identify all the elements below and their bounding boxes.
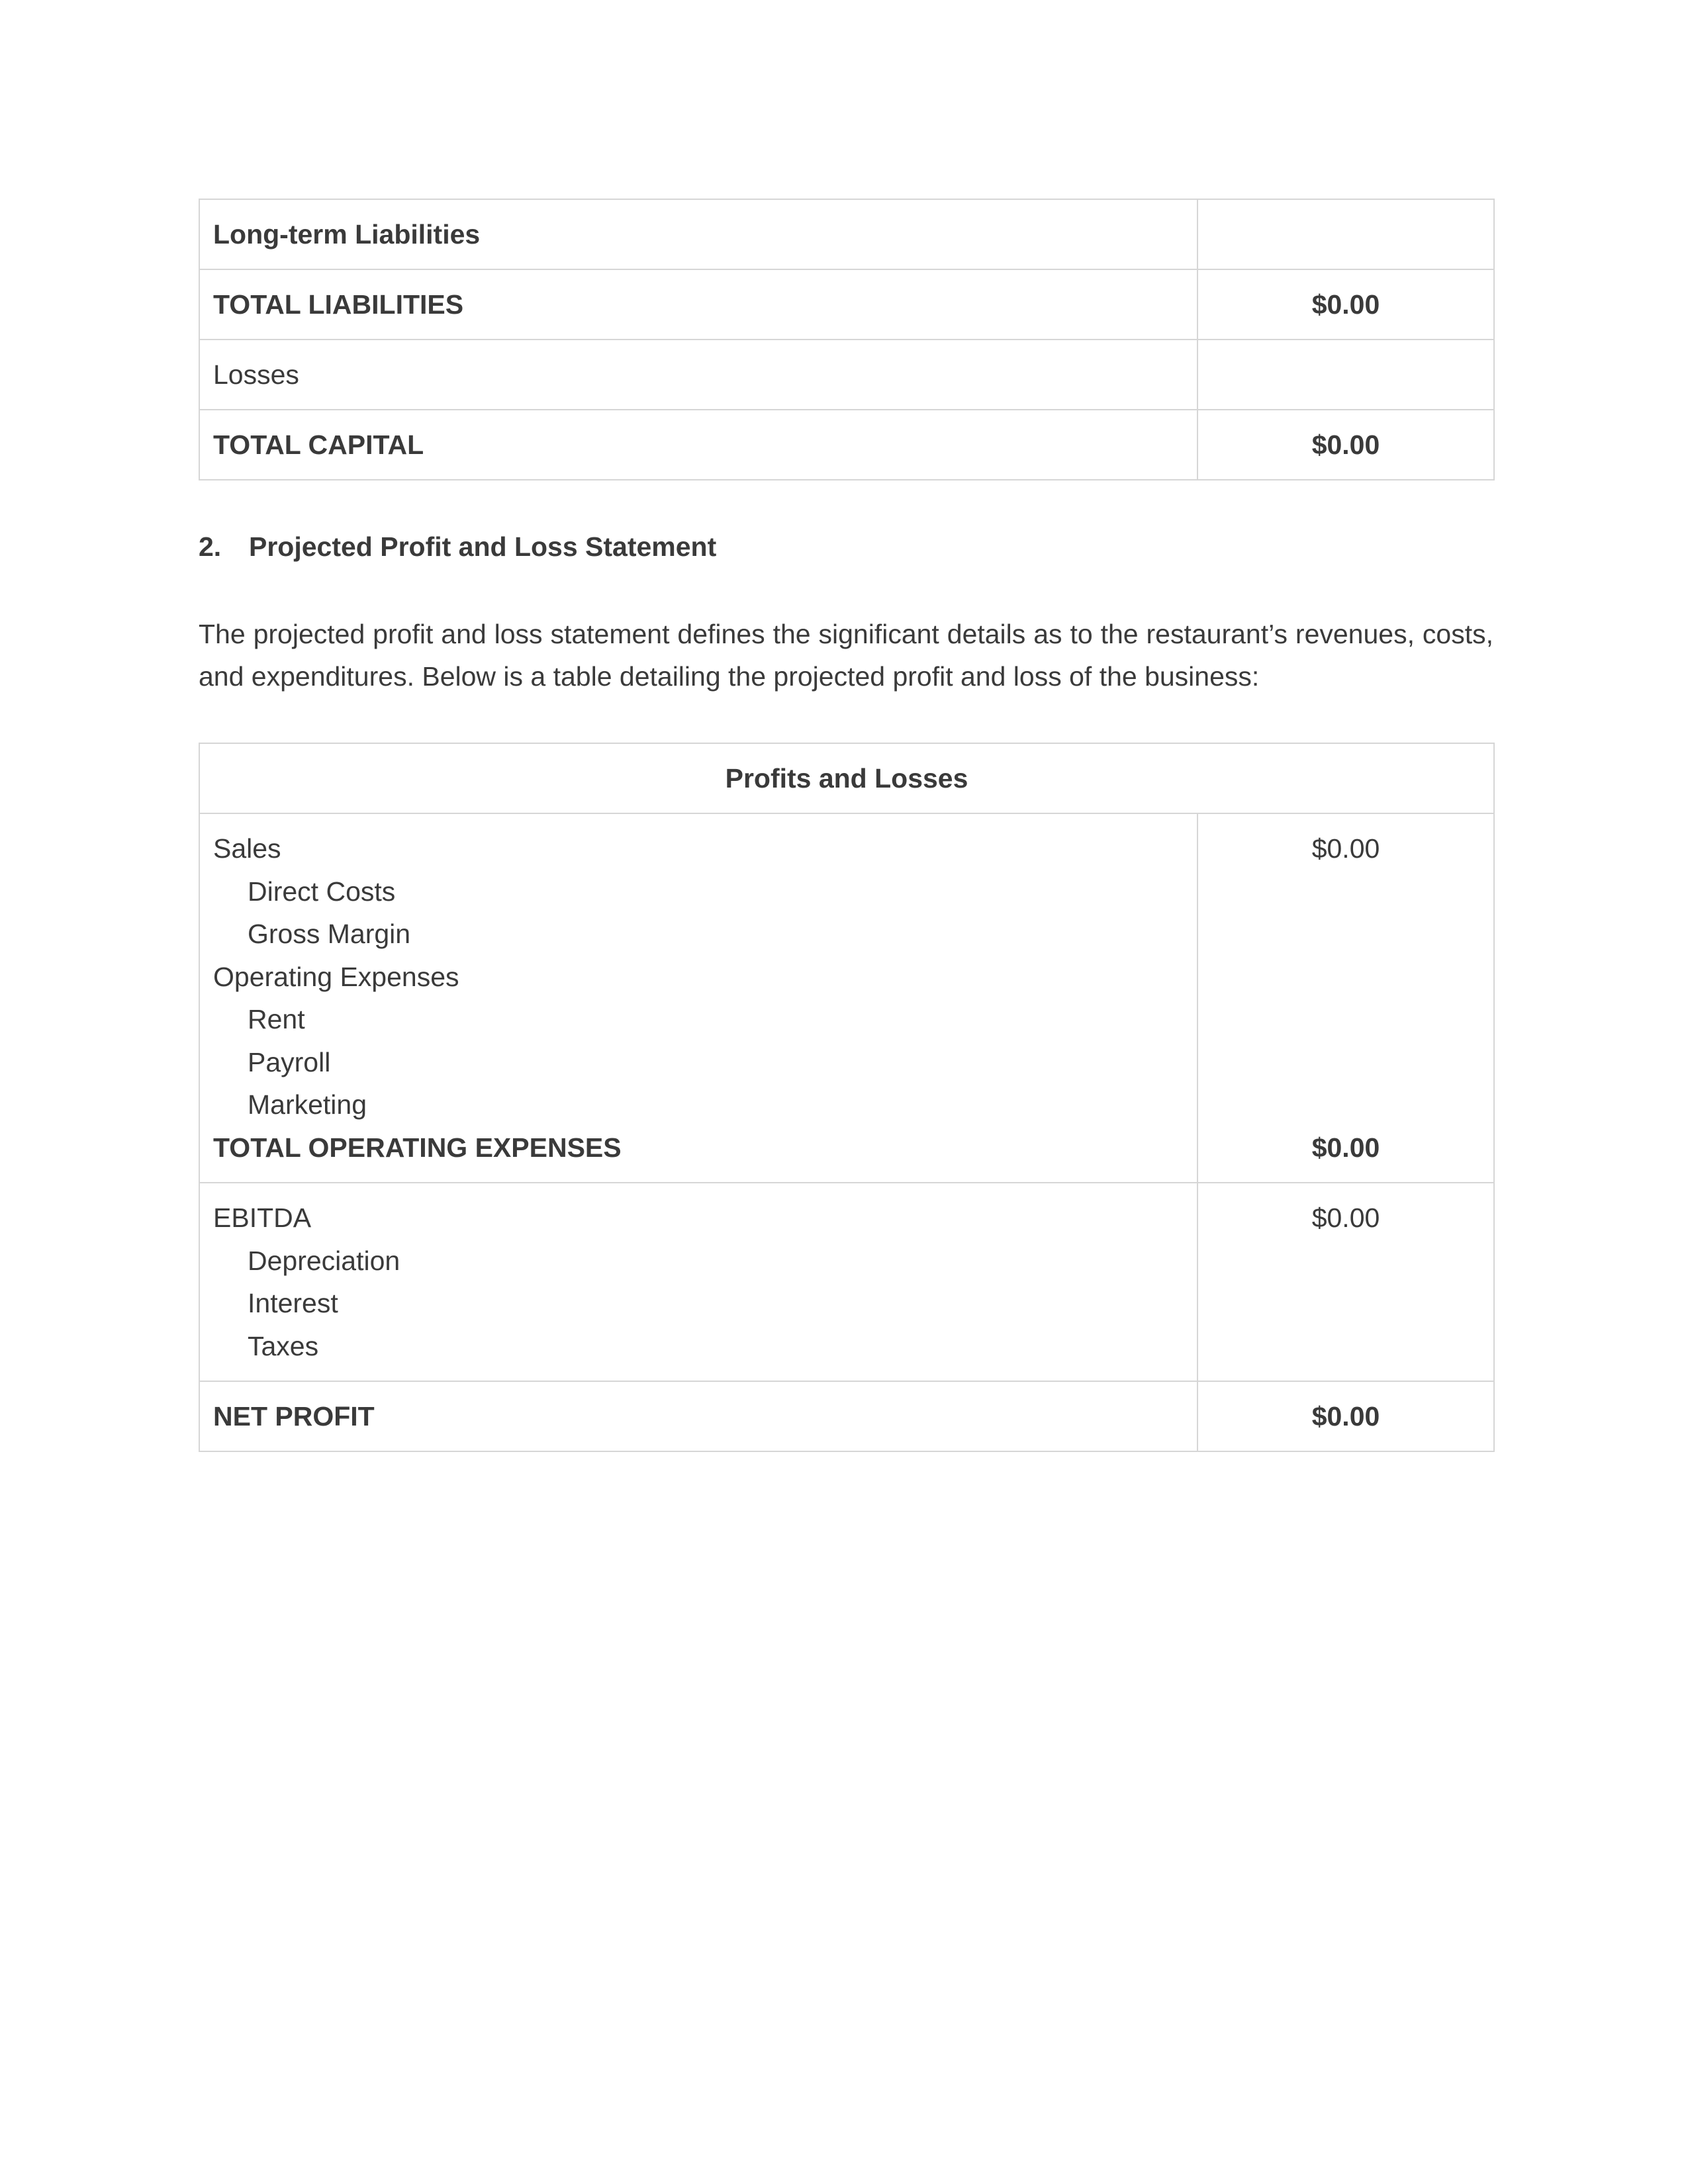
ebitda-block-labels [199, 1183, 1197, 1381]
label-depreciation: Depreciation [248, 1245, 400, 1276]
value-net-profit: $0.00 [1197, 1381, 1494, 1451]
label-interest: Interest [248, 1288, 338, 1318]
table-row [199, 1381, 1494, 1451]
value-blank [1211, 870, 1480, 913]
section-title: Projected Profit and Loss Statement [249, 531, 717, 562]
table-header-row [199, 743, 1494, 813]
label-direct-costs: Direct Costs [248, 876, 396, 907]
value-blank [1211, 913, 1480, 956]
value-blank [1211, 956, 1480, 999]
row-label-long-term-liabilities: Long-term Liabilities [199, 199, 1197, 269]
table-header: Profits and Losses [199, 743, 1494, 813]
value-blank [1211, 998, 1480, 1041]
row-label-total-capital: TOTAL CAPITAL [199, 410, 1197, 480]
label-payroll: Payroll [248, 1046, 331, 1077]
label-operating-expenses: Operating Expenses [213, 961, 459, 992]
value-blank [1211, 1282, 1480, 1325]
label-gross-margin: Gross Margin [248, 919, 411, 949]
table-row [199, 813, 1494, 1183]
label-marketing: Marketing [248, 1089, 367, 1120]
value-total-operating-expenses: $0.00 [1311, 1132, 1380, 1163]
table-row [199, 340, 1494, 410]
row-value-long-term-liabilities [1197, 199, 1494, 269]
value-sales: $0.00 [1311, 833, 1380, 864]
value-ebitda: $0.00 [1311, 1203, 1380, 1233]
row-value-total-capital: $0.00 [1197, 410, 1494, 480]
value-blank [1211, 1083, 1480, 1126]
row-label-total-liabilities: TOTAL LIABILITIES [199, 269, 1197, 340]
section-number: 2. [199, 531, 222, 562]
row-value-total-liabilities: $0.00 [1197, 269, 1494, 340]
profit-loss-table [199, 743, 1495, 1452]
value-blank [1211, 1240, 1480, 1283]
value-blank [1211, 1041, 1480, 1084]
value-blank [1211, 1325, 1480, 1368]
ebitda-block-values [1197, 1183, 1494, 1381]
section-paragraph: The projected profit and loss statement defines the significant details as to the restaurant’s revenues, costs, and expenditures. Below is a table detailing the projected profit and loss of the business: [199, 619, 1493, 692]
table-row [199, 199, 1494, 269]
label-sales: Sales [213, 833, 281, 864]
label-total-operating-expenses: TOTAL OPERATING EXPENSES [213, 1132, 622, 1163]
label-ebitda: EBITDA [213, 1203, 312, 1233]
table-row [199, 410, 1494, 480]
label-rent: Rent [248, 1004, 305, 1034]
table-row [199, 1183, 1494, 1381]
section-heading [199, 527, 716, 567]
liabilities-capital-table [199, 199, 1495, 480]
label-net-profit: NET PROFIT [199, 1381, 1197, 1451]
row-label-losses: Losses [199, 340, 1197, 410]
table-row [199, 269, 1494, 340]
operating-block-labels [199, 813, 1197, 1183]
row-value-losses [1197, 340, 1494, 410]
operating-block-values [1197, 813, 1494, 1183]
label-taxes: Taxes [248, 1330, 319, 1361]
